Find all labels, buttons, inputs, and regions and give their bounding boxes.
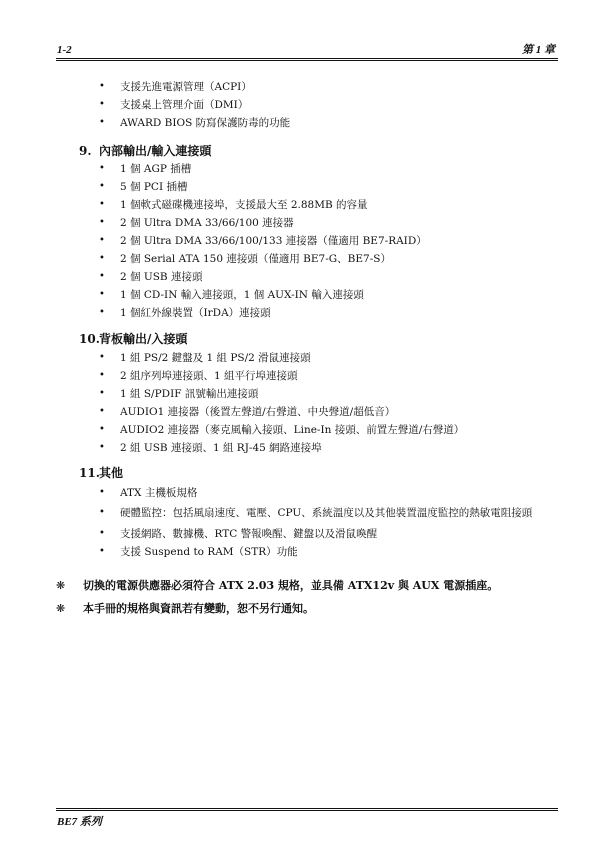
list-item [0, 349, 613, 367]
list-item-text: 5 個 PCI 插槽 [120, 181, 188, 193]
list-item-text: 支援 Suspend to RAM（STR）功能 [120, 546, 298, 558]
bullet-icon: • [99, 528, 105, 539]
asterism-icon: ❋ [56, 602, 66, 615]
bullet-icon: • [99, 199, 105, 210]
header-rule [56, 58, 558, 59]
bullet-icon: • [99, 181, 105, 192]
intro-list [0, 78, 613, 132]
list-item [0, 403, 613, 421]
list-item-text: 2 組 USB 連接頭、1 組 RJ-45 網路連接埠 [120, 442, 322, 454]
note-text: 切換的電源供應器必須符合 ATX 2.03 規格，並具備 ATX12v 與 AUX 電源插座。 [83, 579, 499, 592]
note-disclaimer [56, 600, 314, 618]
list-item-text: 2 組序列埠連接頭、1 組平行埠連接頭 [120, 370, 298, 382]
bullet-icon: • [99, 424, 105, 435]
list-item [0, 439, 613, 457]
list-item [0, 525, 613, 543]
list-item [0, 304, 613, 322]
list-item-text: 2 個 Ultra DMA 33/66/100 連接器 [120, 217, 294, 229]
list-item-text: 支援網路、數據機、RTC 警報喚醒、鍵盤以及滑鼠喚醒 [120, 528, 378, 540]
list-item-text: AUDIO1 連接器（後置左聲道/右聲道、中央聲道/超低音） [120, 406, 396, 418]
bullet-icon: • [99, 163, 105, 174]
section-heading-11: 11.其他 [79, 466, 124, 480]
list-item-text: 1 個紅外線裝置（IrDA）連接頭 [120, 307, 271, 319]
section-11-list [0, 484, 613, 561]
note-power-supply [56, 577, 498, 595]
bullet-icon: • [99, 253, 105, 264]
bullet-icon: • [99, 289, 105, 300]
bullet-icon: • [99, 487, 105, 498]
list-item-text: 2 個 Ultra DMA 33/66/100/133 連接器（僅適用 BE7-RAID） [120, 235, 427, 247]
list-item [0, 385, 613, 403]
list-item [0, 286, 613, 304]
list-item [0, 367, 613, 385]
bullet-icon: • [99, 370, 105, 381]
list-item-text: 支援先進電源管理（ACPI） [120, 81, 252, 93]
section-10-list [0, 349, 613, 457]
list-item [0, 250, 613, 268]
list-item-text: 1 組 S/PDIF 訊號輸出連接頭 [120, 388, 259, 400]
bullet-icon: • [99, 307, 105, 318]
section-9-list [0, 160, 613, 322]
bullet-icon: • [99, 507, 105, 518]
list-item-text: 2 個 USB 連接頭 [120, 271, 203, 283]
bullet-icon: • [99, 388, 105, 399]
list-item-text: 1 個軟式磁碟機連接埠，支援最大至 2.88MB 的容量 [120, 199, 368, 211]
list-item [0, 78, 613, 96]
list-item-text: AWARD BIOS 防寫保護防毒的功能 [120, 117, 291, 129]
list-item [0, 214, 613, 232]
footer-rule [56, 808, 558, 809]
bullet-icon: • [99, 99, 105, 110]
list-item [0, 543, 613, 561]
list-item-text: ATX 主機板規格 [120, 487, 198, 499]
list-item [0, 96, 613, 114]
list-item-text: 支援桌上管理介面（DMI） [120, 99, 249, 111]
bullet-icon: • [99, 546, 105, 557]
bullet-icon: • [99, 81, 105, 92]
list-item-text: 2 個 Serial ATA 150 連接頭（僅適用 BE7-G、BE7-S） [120, 253, 391, 265]
list-item-text: 1 組 PS/2 鍵盤及 1 組 PS/2 滑鼠連接頭 [120, 352, 311, 364]
list-item [0, 196, 613, 214]
list-item [0, 160, 613, 178]
bullet-icon: • [99, 442, 105, 453]
asterism-icon: ❋ [56, 579, 66, 592]
list-item [0, 484, 613, 502]
note-text: 本手冊的規格與資訊若有變動，恕不另行通知。 [83, 602, 314, 615]
list-item [0, 268, 613, 286]
list-item [0, 421, 613, 439]
list-item-text: 1 個 AGP 插槽 [120, 163, 192, 175]
list-item-text: 1 個 CD-IN 輸入連接頭，1 個 AUX-IN 輸入連接頭 [120, 289, 364, 301]
list-item [0, 504, 613, 522]
section-heading-10: 10.背板輸出/入接頭 [79, 332, 188, 346]
page-number: 1-2 [57, 44, 72, 56]
bullet-icon: • [99, 271, 105, 282]
header-rule-secondary [56, 60, 558, 61]
product-series-label: BE7 系列 [57, 816, 102, 828]
bullet-icon: • [99, 117, 105, 128]
section-heading-9: 9. 內部輸出/輸入連接頭 [79, 144, 212, 158]
bullet-icon: • [99, 352, 105, 363]
list-item [0, 232, 613, 250]
list-item-text: 硬體監控：包括風扇速度、電壓、CPU、系統溫度以及其他裝置溫度監控的熱敏電阻接頭 [120, 507, 533, 519]
list-item [0, 114, 613, 132]
chapter-label: 第 1 章 [522, 44, 555, 56]
footer-rule-secondary [56, 810, 558, 811]
list-item-text: AUDIO2 連接器（麥克風輸入接頭、Line-In 接頭、前置左聲道/右聲道） [120, 424, 465, 436]
bullet-icon: • [99, 235, 105, 246]
bullet-icon: • [99, 406, 105, 417]
list-item [0, 178, 613, 196]
bullet-icon: • [99, 217, 105, 228]
